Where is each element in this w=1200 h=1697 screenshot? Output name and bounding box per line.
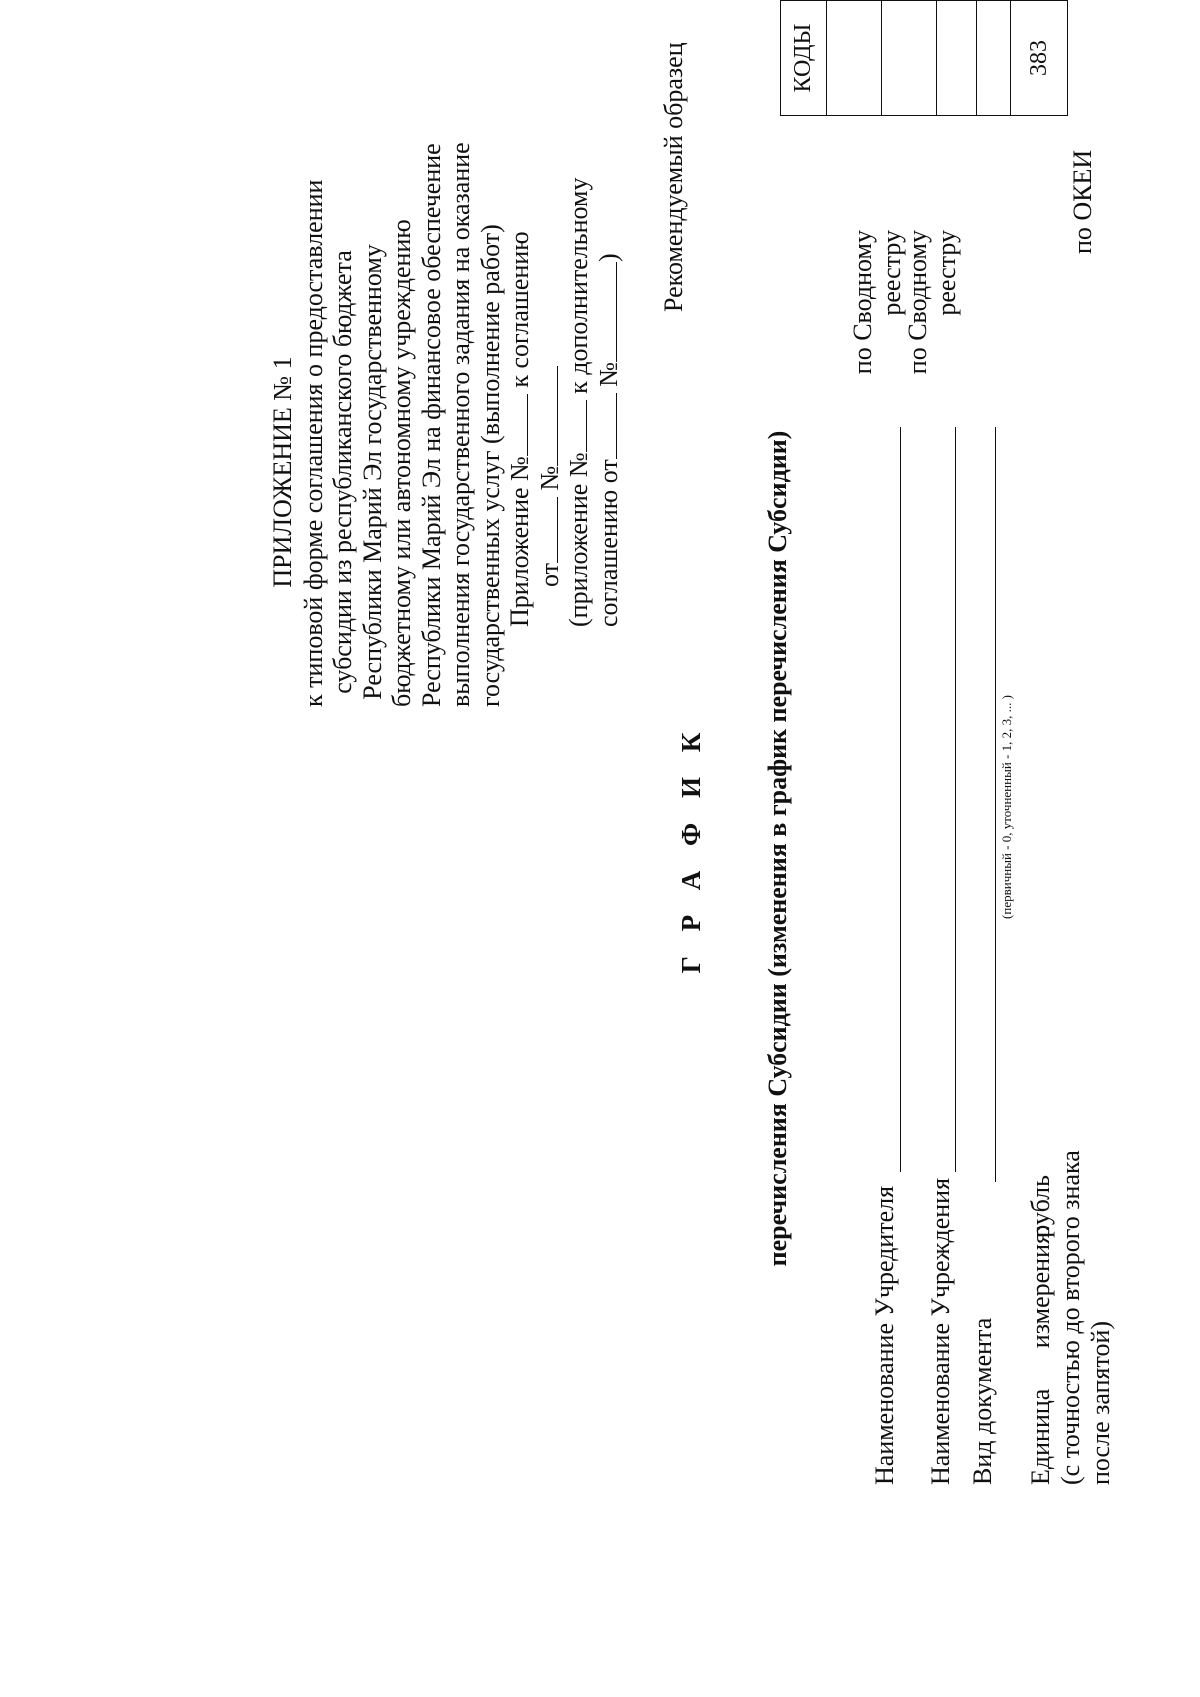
- addendum-number-field[interactable]: [566, 400, 587, 452]
- unit-line-2: (с точностью до второго знака: [1056, 1150, 1085, 1485]
- institution-label: Наименование Учреждения: [926, 1177, 955, 1485]
- appendix-line: Республики Марий Эл государственному: [357, 244, 387, 700]
- attachment-date-field[interactable]: [537, 497, 558, 563]
- code-cell-okei: 383: [1011, 1, 1068, 116]
- document-title: Г Р А Ф И К: [676, 723, 706, 974]
- code-cell-founder[interactable]: [827, 1, 882, 116]
- unit-line-1: [1026, 1175, 1055, 1485]
- founder-field[interactable]: [900, 427, 901, 1172]
- addendum-date-field[interactable]: [596, 393, 617, 459]
- registry-label-2a: по Сводному: [903, 230, 932, 375]
- addendum-agreement-label: к дополнительному: [564, 177, 593, 394]
- attachment-number-field[interactable]: [507, 394, 528, 456]
- registry-label-1b: реестру: [877, 230, 906, 316]
- appendix-line: бюджетному или автономному учреждению: [387, 219, 416, 707]
- registry-label-1a: по Сводному: [848, 230, 877, 375]
- code-cell-institution[interactable]: [882, 1, 937, 116]
- appendix-line: к типовой форме соглашения о предоставлении: [298, 179, 328, 707]
- unit-label-b: измерения:: [1026, 1224, 1055, 1349]
- addendum-number-label: (приложение №: [564, 452, 593, 627]
- appendix-line: Республики Марий Эл на финансовое обеспечение: [416, 143, 446, 707]
- founder-label: Наименование Учредителя: [870, 1185, 899, 1485]
- recommended-sample-label: Рекомендуемый образец: [659, 42, 688, 312]
- registry-label-2b: реестру: [932, 230, 961, 316]
- attachment-agreement-label: к соглашению: [505, 231, 534, 388]
- doc-type-field[interactable]: [995, 427, 996, 1182]
- code-cell-blank[interactable]: [977, 1, 1011, 116]
- registry-label-2: [903, 230, 961, 400]
- document-subtitle: перечисления Субсидии (изменения в график перечисления Субсидии): [763, 430, 792, 1267]
- appendix-title: ПРИЛОЖЕНИЕ № 1: [268, 356, 297, 588]
- doc-type-label: Вид документа: [968, 1317, 997, 1485]
- attachment-line-1: [505, 231, 534, 627]
- codes-table: [780, 0, 1068, 116]
- attachment-number-label: Приложение №: [505, 456, 534, 627]
- attachment-line-3: [564, 178, 593, 628]
- attachment-line-2: [535, 366, 564, 587]
- unit-line-3: после запятой): [1086, 1320, 1115, 1485]
- attachment-line-4: [594, 253, 623, 627]
- attachment-num-label: №: [535, 465, 564, 491]
- addendum-num-label: №: [594, 361, 623, 387]
- registry-label-1: [848, 230, 906, 400]
- doc-type-hint: (первичный - 0, уточненный - 1, 2, 3, ... ): [999, 695, 1014, 919]
- appendix-line: выполнения государственного задания на оказание: [446, 142, 475, 707]
- attachment-num-field[interactable]: [537, 366, 558, 466]
- unit-label-c: рубль: [1026, 1175, 1055, 1238]
- institution-field[interactable]: [955, 427, 956, 1172]
- addendum-close-paren: ): [594, 253, 623, 262]
- appendix-line: субсидии из республиканского бюджета: [328, 250, 357, 694]
- okei-label: по ОКЕИ: [1068, 149, 1097, 254]
- attachment-date-label: от: [535, 562, 564, 587]
- code-cell-doc-type[interactable]: [937, 1, 977, 116]
- unit-label-a: Единица: [1026, 1388, 1055, 1485]
- appendix-line: государственных услуг (выполнение работ): [475, 224, 505, 707]
- addendum-date-label: соглашению от: [594, 459, 623, 627]
- codes-header: КОДЫ: [781, 1, 827, 116]
- appendix-header: [268, 142, 505, 707]
- addendum-num-field[interactable]: [596, 262, 617, 362]
